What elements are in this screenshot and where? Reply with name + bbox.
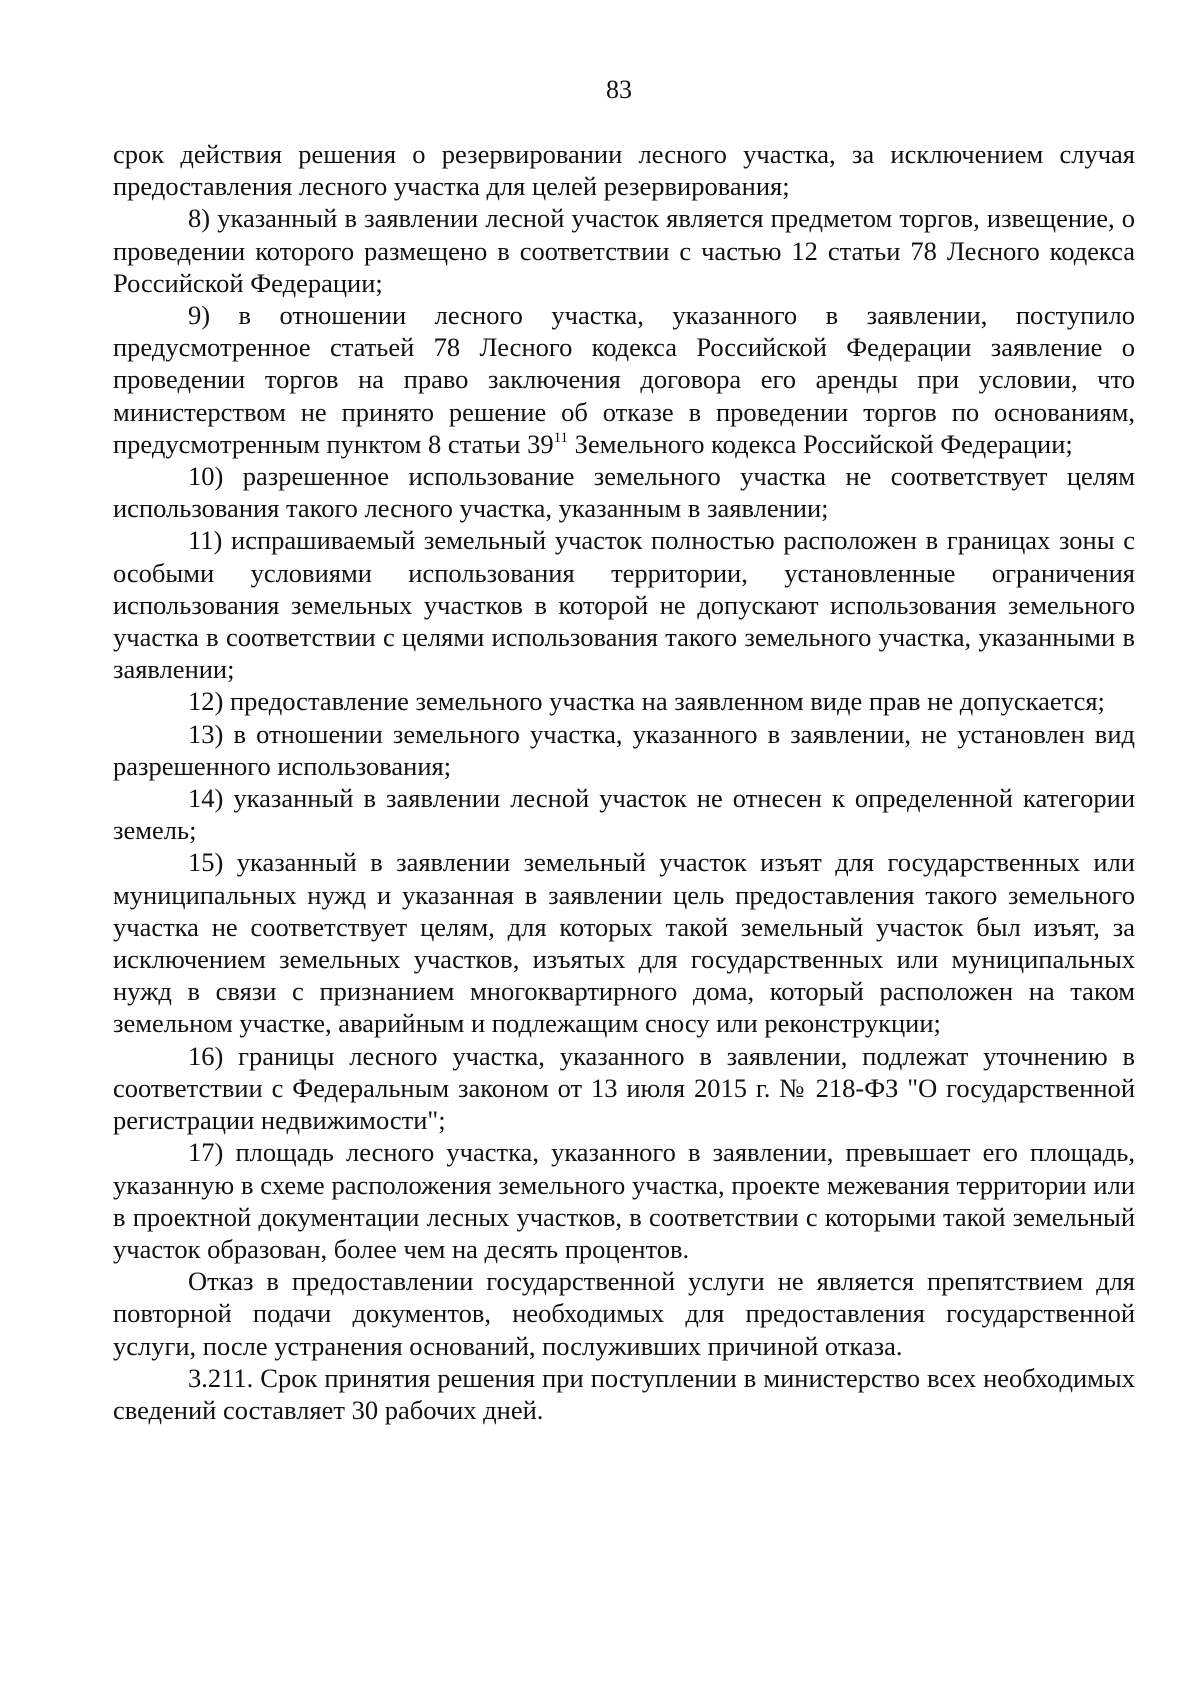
document-body [113, 138, 1135, 1426]
list-item-11: 11) испрашиваемый земельный участок полностью расположен в границах зоны с особыми условиями использования территории, установленные ограничения использования земельных участков в которой не допускают использования земельного участка в соответствии с целями использования такого земельного участка, указанными в заявлении; [113, 525, 1135, 685]
list-item-8: 8) указанный в заявлении лесной участок является предметом торгов, извещение, о проведении которого размещено в соответствии с частью 12 статьи 78 Лесного кодекса Российской Федерации; [113, 203, 1135, 298]
list-item-9-text-end: Земельного кодекса Российской Федерации; [568, 428, 1073, 459]
list-item-17: 17) площадь лесного участка, указанного в заявлении, превышает его площадь, указанную в схеме расположения земельного участка, проекте межевания территории или в проектной документации лесных участков, в соответствии с которыми такой земельный участок образован, более чем на десять процентов. [113, 1137, 1135, 1264]
section-3-211: 3.211. Срок принятия решения при поступлении в министерство всех необходимых сведений составляет 30 рабочих дней. [113, 1362, 1135, 1425]
list-item-16: 16) границы лесного участка, указанного в заявлении, подлежат уточнению в соответствии с Федеральным законом от 13 июля 2015 г. № 218-ФЗ "О государственной регистрации недвижимости"; [113, 1040, 1135, 1136]
list-item-12: 12) предоставление земельного участка на заявленном виде прав не допускается; [188, 686, 1105, 717]
list-item-9-text: 9) в отношении лесного участка, указанного в заявлении, поступило предусмотренное статьей 78 Лесного кодекса Российской Федерации заявление о проведении торгов на право заключения договора его аренды при условии, что министерством не принято решение об отказе в проведении торгов по основаниям, предусмотренным пунктом 8 статьи 39 [113, 300, 1135, 459]
list-item-14: 14) указанный в заявлении лесной участок не отнесен к определенной категории земель; [113, 783, 1135, 846]
page-number: 83 [606, 75, 632, 104]
list-item-15: 15) указанный в заявлении земельный участок изъят для государственных или муниципальных нужд и указанная в заявлении цель предоставления такого земельного участка не соответствует целям, для которых такой земельный участок был изъят, за исключением земельных участков, изъятых для государственных или муниципальных нужд в связи с признанием многоквартирного дома, который расположен на таком земельном участке, аварийным и подлежащим сносу или реконструкции; [113, 847, 1135, 1039]
list-item-10: 10) разрешенное использование земельного участка не соответствует целям использования такого лесного участка, указанным в заявлении; [113, 461, 1135, 524]
paragraph-continuation: срок действия решения о резервировании лесного участка, за исключением случая предоставления лесного участка для целей резервирования; [113, 139, 1135, 202]
list-item-13: 13) в отношении земельного участка, указанного в заявлении, не установлен вид разрешенного использования; [113, 718, 1135, 781]
article-superscript: 11 [553, 429, 569, 446]
refusal-paragraph: Отказ в предоставлении государственной услуги не является препятствием для повторной подачи документов, необходимых для предоставления государственной услуги, после устранения оснований, послуживших причиной отказа. [113, 1266, 1135, 1361]
list-item-9 [113, 299, 1135, 460]
